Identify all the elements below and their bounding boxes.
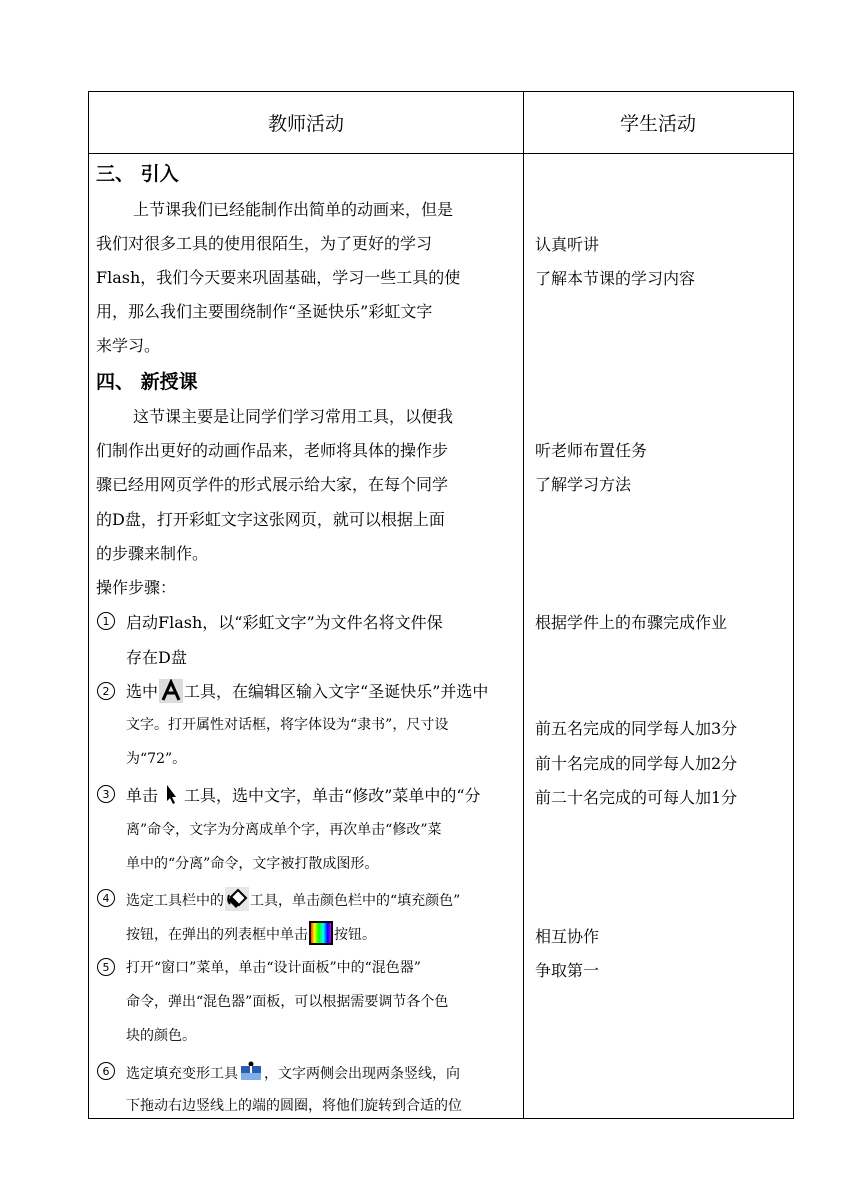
student-activity-line: 相互协作 — [535, 927, 600, 946]
student-activity-line: 前十名完成的同学每人加2分 — [535, 754, 738, 773]
student-activity-line: 认真听讲 — [535, 235, 600, 254]
step-5-line: 打开“窗口”菜单，单击“设计面板”中的“混色器” — [126, 960, 421, 976]
rainbow-gradient-icon — [309, 921, 333, 945]
step-number: 5 — [97, 958, 115, 976]
sec3-line: 用，那么我们主要围绕制作“圣诞快乐”彩虹文字 — [96, 302, 433, 321]
step-number: 1 — [97, 612, 115, 630]
sec3-line: Flash，我们今天要来巩固基础，学习一些工具的使 — [96, 268, 461, 287]
step-3-line: 单中的“分离”命令，文字被打散成图形。 — [126, 856, 379, 872]
text-tool-icon — [159, 679, 183, 703]
student-activity-line: 根据学件上的布骤完成作业 — [535, 613, 728, 632]
header-teacher-activity: 教师活动 — [89, 92, 523, 154]
steps-label: 操作步骤： — [96, 578, 177, 597]
student-activity-line: 前五名完成的同学每人加3分 — [535, 719, 738, 738]
step-2-line: 为“72”。 — [126, 751, 187, 767]
section-4-title: 四、 新授课 — [96, 371, 198, 393]
fill-transform-icon — [239, 1060, 263, 1084]
header-student-activity: 学生活动 — [523, 92, 793, 154]
step-5-line: 命令，弹出“混色器”面板，可以根据需要调节各个色 — [126, 994, 449, 1010]
step-number: 2 — [97, 682, 115, 700]
step-1-line: 存在D盘 — [126, 648, 187, 667]
step-6-line: 选定填充变形工具 ，文字两侧会出现两条竖线，向 — [126, 1060, 460, 1084]
arrow-tool-icon — [159, 783, 183, 807]
paint-bucket-icon — [225, 887, 249, 911]
student-activity-line: 争取第一 — [535, 961, 600, 980]
sec3-line: 来学习。 — [96, 336, 161, 355]
sec3-line: 我们对很多工具的使用很陌生，为了更好的学习 — [96, 234, 433, 253]
step-number: 6 — [97, 1062, 115, 1080]
student-activity-line: 听老师布置任务 — [535, 441, 648, 460]
section-3-title: 三、 引入 — [96, 163, 179, 185]
sec4-line: 的步骤来制作。 — [96, 544, 209, 563]
step-number: 3 — [97, 785, 115, 803]
step-3-line: 离”命令，文字为分离成单个字，再次单击“修改”菜 — [126, 822, 442, 838]
student-activity-line: 前二十名完成的可每人加1分 — [535, 788, 738, 807]
sec4-line: 的D盘，打开彩虹文字这张网页，就可以根据上面 — [96, 510, 445, 529]
student-activity-line: 了解本节课的学习内容 — [535, 269, 696, 288]
sec4-line: 们制作出更好的动画作品来，老师将具体的操作步 — [96, 441, 449, 460]
step-3-line: 单击 工具，选中文字，单击“修改”菜单中的“分 — [126, 783, 481, 807]
step-5-line: 块的颜色。 — [126, 1028, 196, 1044]
sec4-line: 这节课主要是让同学们学习常用工具，以便我 — [133, 407, 454, 426]
step-number: 4 — [97, 889, 115, 907]
step-1-line: 启动Flash，以“彩虹文字”为文件名将文件保 — [126, 613, 443, 632]
step-4-line: 按钮，在弹出的列表框中单击 按钮。 — [126, 921, 376, 945]
step-2-line: 文字。打开属性对话框，将字体设为“隶书”，尺寸设 — [126, 717, 449, 733]
sec4-line: 骤已经用网页学件的形式展示给大家，在每个同学 — [96, 475, 449, 494]
student-activity-line: 了解学习方法 — [535, 475, 632, 494]
step-6-line: 下拖动右边竖线上的端的圆圈，将他们旋转到合适的位 — [126, 1098, 462, 1114]
step-4-line: 选定工具栏中的 工具，单击颜色栏中的“填充颜色” — [126, 887, 460, 911]
column-divider — [523, 92, 524, 1118]
step-2-line: 选中 工具，在编辑区输入文字“圣诞快乐”并选中 — [126, 679, 488, 703]
sec3-line: 上节课我们已经能制作出简单的动画来，但是 — [133, 200, 454, 219]
